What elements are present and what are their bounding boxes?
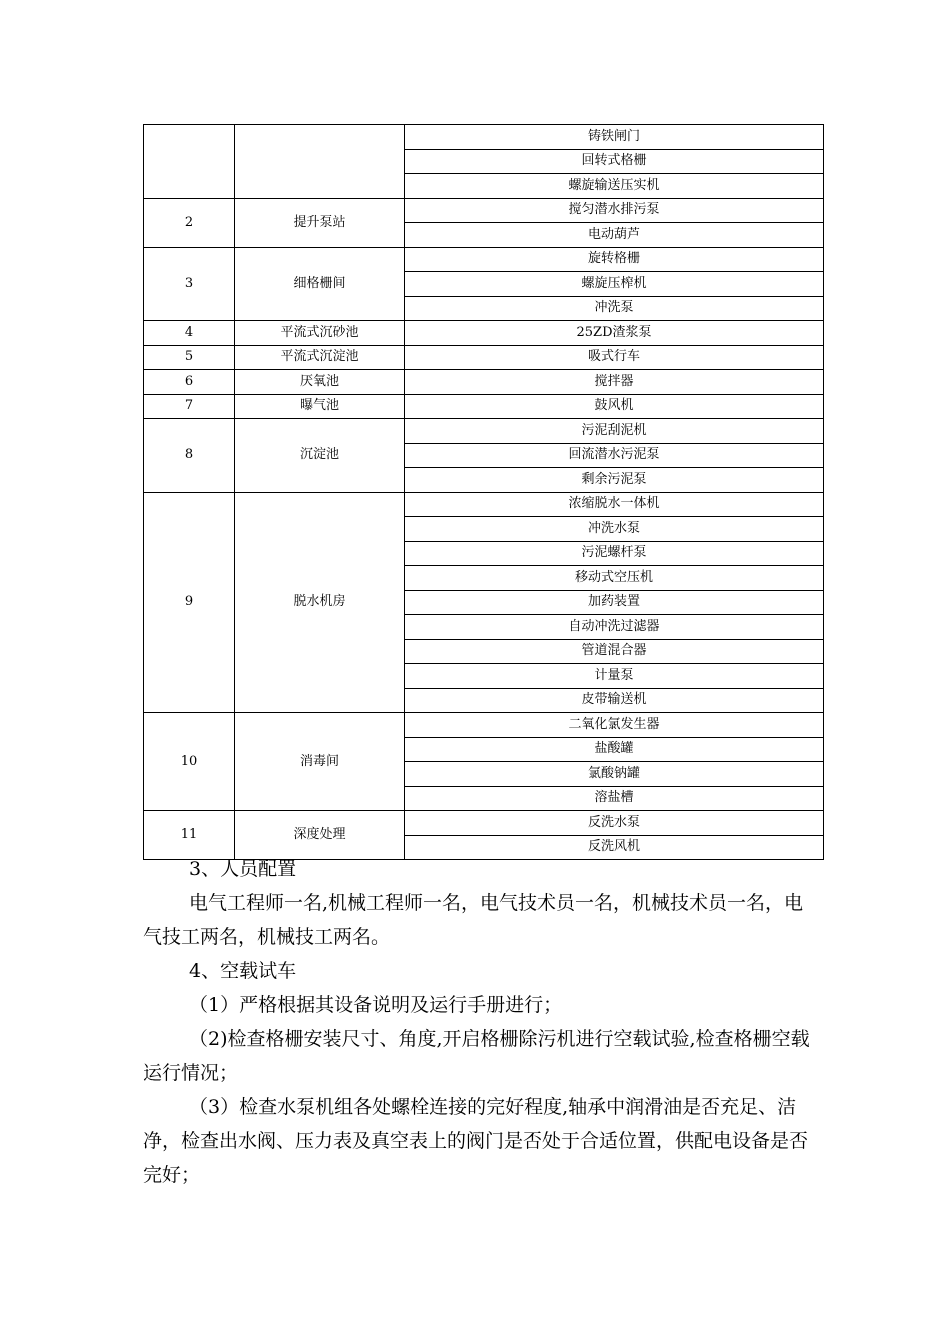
cell-equipment: 加药装置 <box>405 590 824 615</box>
cell-facility-name: 提升泵站 <box>235 198 405 247</box>
cell-number <box>144 125 235 199</box>
cell-facility-name: 消毒间 <box>235 713 405 811</box>
cell-equipment: 冲洗水泵 <box>405 517 824 542</box>
cell-number: 5 <box>144 345 235 370</box>
equipment-table-body <box>144 125 824 860</box>
cell-number: 10 <box>144 713 235 811</box>
cell-equipment: 冲洗泵 <box>405 296 824 321</box>
cell-number: 7 <box>144 394 235 419</box>
cell-equipment: 氯酸钠罐 <box>405 762 824 787</box>
cell-number: 3 <box>144 247 235 321</box>
cell-number: 9 <box>144 492 235 713</box>
cell-facility-name: 深度处理 <box>235 811 405 860</box>
document-body <box>143 852 813 1192</box>
cell-equipment: 25ZD渣浆泵 <box>405 321 824 346</box>
cell-facility-name: 平流式沉砂池 <box>235 321 405 346</box>
table-row <box>144 345 824 370</box>
cell-equipment: 皮带输送机 <box>405 688 824 713</box>
cell-equipment: 污泥螺杆泵 <box>405 541 824 566</box>
test-item-3: （3）检查水泵机组各处螺栓连接的完好程度,轴承中润滑油是否充足、洁净，检查出水阀、压力表及真空表上的阀门是否处于合适位置，供配电设备是否完好； <box>143 1096 809 1186</box>
cell-facility-name: 厌氧池 <box>235 370 405 395</box>
table-row <box>144 321 824 346</box>
table-row <box>144 419 824 444</box>
table-row <box>144 811 824 836</box>
cell-equipment: 盐酸罐 <box>405 737 824 762</box>
test-item-1: （1）严格根据其设备说明及运行手册进行； <box>189 994 563 1016</box>
cell-equipment: 搅拌器 <box>405 370 824 395</box>
table-row <box>144 713 824 738</box>
table-row <box>144 198 824 223</box>
cell-number: 6 <box>144 370 235 395</box>
table-row <box>144 370 824 395</box>
cell-equipment: 电动葫芦 <box>405 223 824 248</box>
table-row <box>144 125 824 150</box>
cell-facility-name: 平流式沉淀池 <box>235 345 405 370</box>
cell-equipment: 回转式格栅 <box>405 149 824 174</box>
cell-equipment: 溶盐槽 <box>405 786 824 811</box>
cell-equipment: 自动冲洗过滤器 <box>405 615 824 640</box>
cell-equipment: 浓缩脱水一体机 <box>405 492 824 517</box>
cell-equipment: 螺旋输送压实机 <box>405 174 824 199</box>
cell-equipment: 剩余污泥泵 <box>405 468 824 493</box>
cell-number: 4 <box>144 321 235 346</box>
cell-facility-name: 脱水机房 <box>235 492 405 713</box>
table-row <box>144 247 824 272</box>
section-heading-no-load-test: 4、空载试车 <box>189 960 297 982</box>
cell-equipment: 螺旋压榨机 <box>405 272 824 297</box>
cell-equipment: 反洗风机 <box>405 835 824 860</box>
table-row <box>144 394 824 419</box>
cell-facility-name <box>235 125 405 199</box>
cell-equipment: 污泥刮泥机 <box>405 419 824 444</box>
staffing-paragraph: 电气工程师一名,机械工程师一名，电气技术员一名，机械技术员一名，电气技工两名，机械技工两名。 <box>143 892 804 948</box>
cell-equipment: 计量泵 <box>405 664 824 689</box>
cell-equipment: 鼓风机 <box>405 394 824 419</box>
cell-equipment: 旋转格栅 <box>405 247 824 272</box>
table-row <box>144 492 824 517</box>
cell-equipment: 管道混合器 <box>405 639 824 664</box>
cell-equipment: 铸铁闸门 <box>405 125 824 150</box>
cell-equipment: 回流潜水污泥泵 <box>405 443 824 468</box>
cell-number: 11 <box>144 811 235 860</box>
cell-facility-name: 曝气池 <box>235 394 405 419</box>
cell-equipment: 搅匀潜水排污泵 <box>405 198 824 223</box>
cell-equipment: 反洗水泵 <box>405 811 824 836</box>
cell-equipment: 吸式行车 <box>405 345 824 370</box>
cell-number: 8 <box>144 419 235 493</box>
section-heading-staffing: 3、人员配置 <box>189 858 297 880</box>
test-item-2: （2)检查格栅安装尺寸、角度,开启格栅除污机进行空载试验,检查格栅空载运行情况； <box>143 1028 810 1084</box>
cell-equipment: 二氧化氯发生器 <box>405 713 824 738</box>
cell-facility-name: 细格栅间 <box>235 247 405 321</box>
cell-number: 2 <box>144 198 235 247</box>
equipment-table <box>143 124 824 860</box>
cell-equipment: 移动式空压机 <box>405 566 824 591</box>
cell-facility-name: 沉淀池 <box>235 419 405 493</box>
